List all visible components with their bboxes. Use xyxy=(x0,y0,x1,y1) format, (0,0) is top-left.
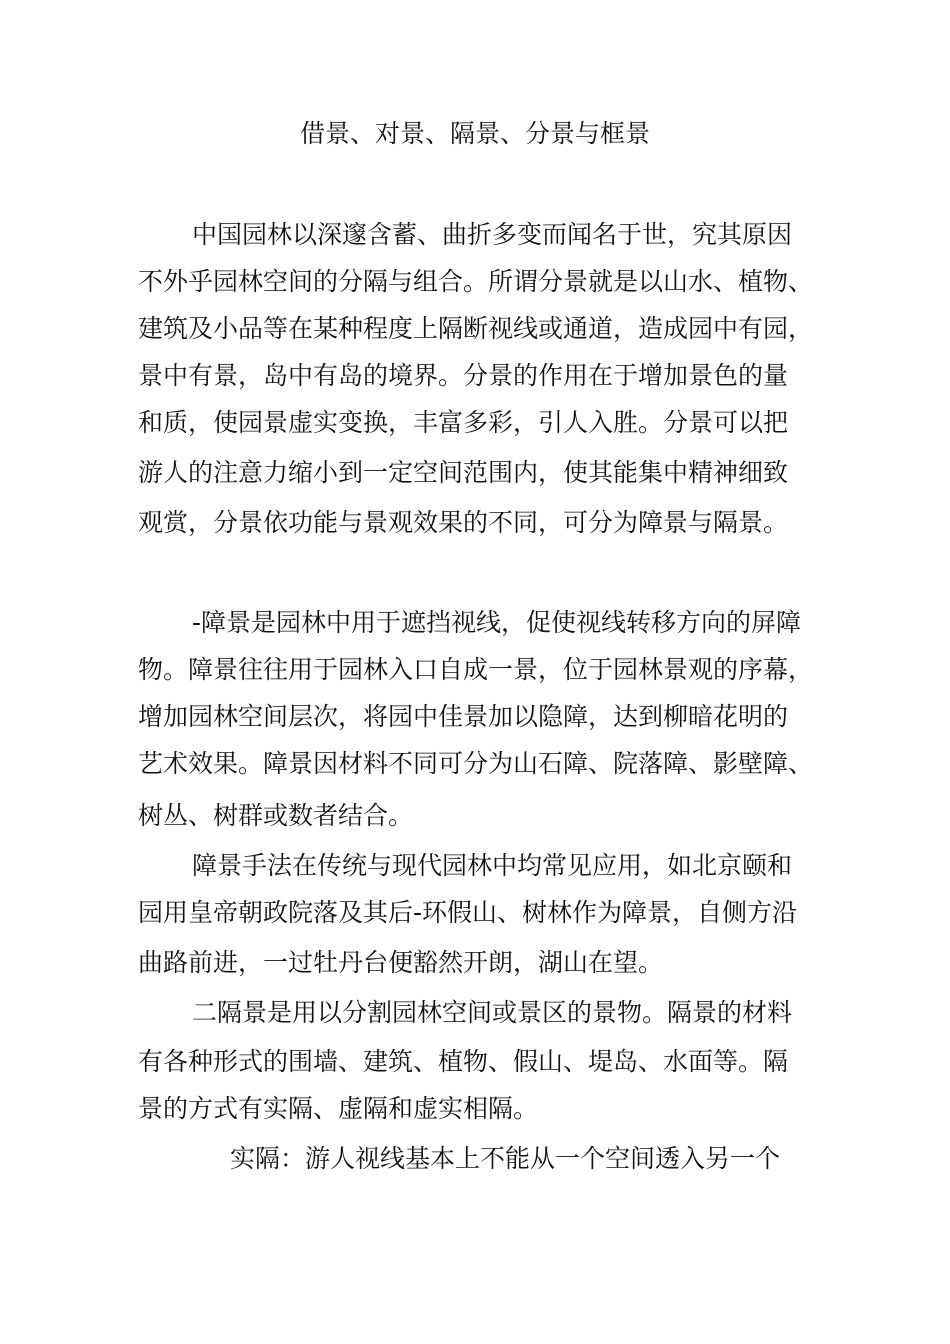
text-line: 曲路前进，一过牡丹台便豁然开朗，湖山在望。 xyxy=(138,948,664,977)
text-line: 物。障景往往用于园林入口自成一景，位于园林景观的序幕， xyxy=(138,655,814,684)
text-line: 中国园林以深邃含蓄、曲折多变而闻名于世，究其原因 xyxy=(192,220,793,249)
text-line: 景中有景，岛中有岛的境界。分景的作用在于增加景色的量 xyxy=(138,361,789,390)
text-line: 有各种形式的围墙、建筑、植物、假山、堤岛、水面等。隔 xyxy=(138,1047,789,1076)
text-line: 实隔：游人视线基本上不能从一个空间透入另一个 xyxy=(230,1144,781,1173)
text-line: 障景手法在传统与现代园林中均常见应用，如北京颐和 xyxy=(192,851,793,880)
text-line: 增加园林空间层次，将园中佳景加以隐障，达到柳暗花明的 xyxy=(138,702,789,731)
text-line: 园用皇帝朝政院落及其后-环假山、树林作为障景，自侧方沿 xyxy=(138,898,798,927)
text-line: 艺术效果。障景因材料不同可分为山石障、院落障、影壁障、 xyxy=(138,749,814,778)
text-line: 不外乎园林空间的分隔与组合。所谓分景就是以山水、植物、 xyxy=(138,267,814,296)
document-title: 借景、对景、隔景、分景与框景 xyxy=(299,119,650,148)
text-line: 树丛、树群或数者结合。 xyxy=(138,801,414,830)
text-line: 二隔景是用以分割园林空间或景区的景物。隔景的材料 xyxy=(192,998,793,1027)
text-line: 游人的注意力缩小到一定空间范围内，使其能集中精神细致 xyxy=(138,458,789,487)
text-line: 建筑及小品等在某种程度上隔断视线或通道，造成园中有园， xyxy=(138,314,814,343)
text-line: -障景是园林中用于遮挡视线，促使视线转移方向的屏障 xyxy=(192,608,802,637)
text-line: 观赏，分景依功能与景观效果的不同，可分为障景与隔景。 xyxy=(138,508,789,537)
text-line: 和质，使园景虚实变换，丰富多彩，引人入胜。分景可以把 xyxy=(138,408,789,437)
text-line: 景的方式有实隔、虚隔和虚实相隔。 xyxy=(138,1094,539,1123)
